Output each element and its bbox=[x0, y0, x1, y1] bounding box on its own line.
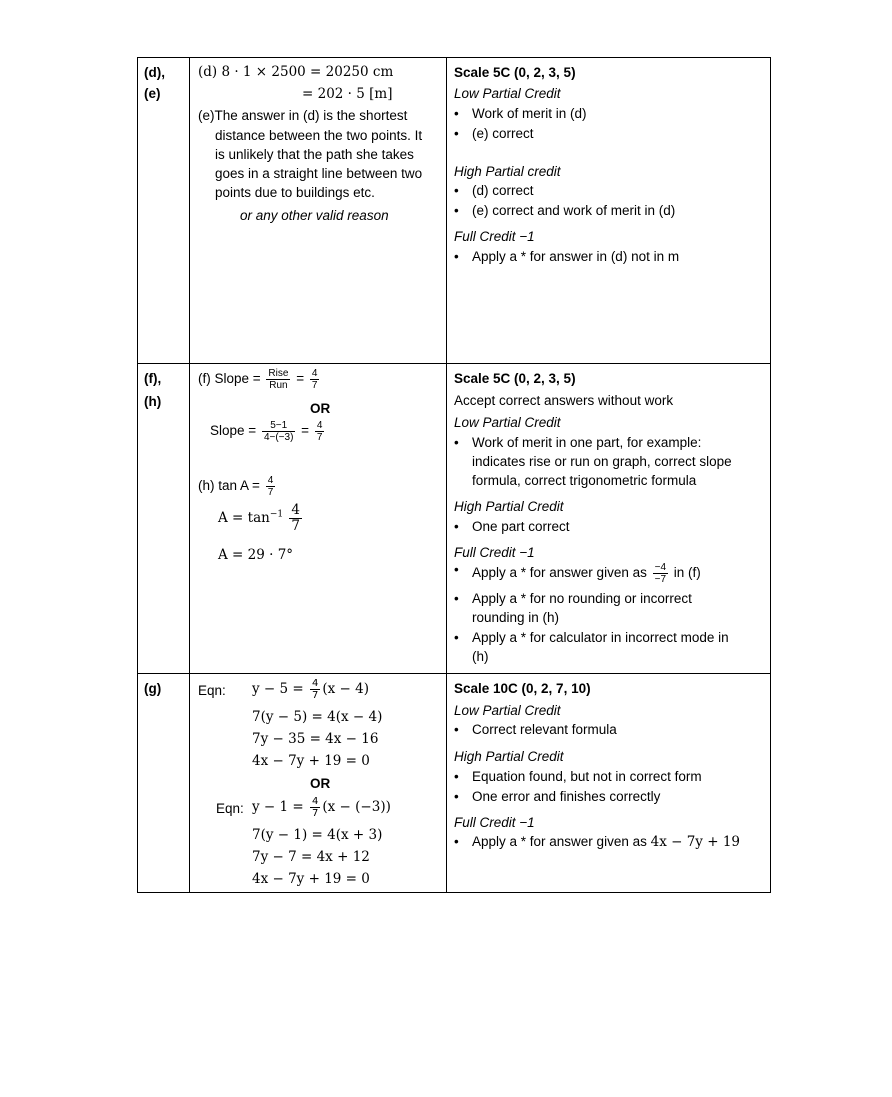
solution-line: (d) 8 · 1 × 2500 = 20250 cm bbox=[198, 64, 394, 80]
fraction: $\frac{4}{7}$ bbox=[312, 796, 319, 819]
equation-label: Eqn: bbox=[198, 683, 226, 698]
question-label: (h) bbox=[144, 394, 162, 409]
alternative-note: or any other valid reason bbox=[240, 208, 389, 223]
solution-line: (e)The answer in (d) is the shortest bbox=[198, 108, 408, 123]
question-label: (d), bbox=[144, 65, 165, 80]
solution-line: goes in a straight line between two bbox=[215, 166, 423, 181]
criterion-item: • (e) correct and work of merit in (d) bbox=[472, 203, 675, 218]
full-credit-title: Full Credit −1 bbox=[454, 229, 535, 244]
slope-formula: (f) Slope = $\frac{\text{Rise}}{\text{Run}}$ = $\frac{4}{7}$ bbox=[198, 368, 318, 391]
equation-step: 7(y − 1) = 4(x + 3) bbox=[252, 827, 383, 843]
criterion-continuation: indicates rise or run on graph, correct slope bbox=[472, 454, 732, 469]
fraction: $\frac{-4}{-7}$ bbox=[654, 562, 667, 585]
question-label-cell bbox=[138, 364, 190, 674]
low-partial-title: Low Partial Credit bbox=[454, 86, 561, 101]
question-label: (g) bbox=[144, 681, 162, 696]
fraction: $\frac{5-1}{4-(-3)}$ bbox=[263, 420, 294, 443]
criterion-item: • (e) correct bbox=[472, 126, 534, 141]
fraction: $\frac{4}{7}$ bbox=[291, 502, 300, 534]
full-credit-title: Full Credit −1 bbox=[454, 545, 535, 560]
criterion-item: • One error and finishes correctly bbox=[472, 789, 660, 804]
low-partial-title: Low Partial Credit bbox=[454, 703, 561, 718]
question-label-cell bbox=[138, 674, 190, 893]
criterion-item: • Apply a * for no rounding or incorrect bbox=[472, 591, 692, 606]
table-row bbox=[138, 674, 771, 893]
criterion-item: • Work of merit in one part, for example: bbox=[472, 435, 701, 450]
fraction: $\frac{4}{7}$ bbox=[312, 678, 319, 701]
marking-cell bbox=[447, 674, 771, 893]
question-label: (e) bbox=[144, 86, 161, 101]
solution-cell bbox=[190, 364, 447, 674]
high-partial-title: High Partial Credit bbox=[454, 749, 564, 764]
question-label: (f), bbox=[144, 371, 162, 386]
fraction: $\frac{4}{7}$ bbox=[311, 368, 318, 391]
fraction: $\frac{\text{Rise}}{\text{Run}}$ bbox=[268, 368, 289, 391]
criterion-item: • Apply a * for answer given as 4x − 7y + 19 bbox=[472, 834, 740, 850]
solution-line: distance between the two points. It bbox=[215, 128, 423, 143]
accept-note: Accept correct answers without work bbox=[454, 393, 674, 408]
scale-heading: Scale 10C (0, 2, 7, 10) bbox=[454, 681, 591, 696]
table-row bbox=[138, 364, 771, 674]
criterion-item: • One part correct bbox=[472, 519, 570, 534]
full-credit-title: Full Credit −1 bbox=[454, 815, 535, 830]
solution-line: = 202 · 5 [m] bbox=[302, 86, 393, 102]
line-equation: y − 5 = $\frac{4}{7}$ (x − 4) bbox=[252, 678, 370, 701]
criterion-item: • Equation found, but not in correct form bbox=[472, 769, 702, 784]
equation-label: Eqn: bbox=[216, 801, 244, 816]
or-label: OR bbox=[310, 401, 331, 416]
criterion-item: • Correct relevant formula bbox=[472, 722, 617, 737]
fraction: $\frac{4}{7}$ bbox=[316, 420, 323, 443]
scale-heading: Scale 5C (0, 2, 3, 5) bbox=[454, 65, 576, 80]
equation-step: 7y − 7 = 4x + 12 bbox=[252, 849, 370, 865]
criterion-item: • Apply a * for calculator in incorrect mode in bbox=[472, 630, 729, 645]
criterion-continuation: formula, correct trigonometric formula bbox=[472, 473, 697, 488]
high-partial-title: High Partial credit bbox=[454, 164, 561, 179]
marking-scheme-table bbox=[137, 57, 771, 893]
low-partial-title: Low Partial Credit bbox=[454, 415, 561, 430]
solution-line: points due to buildings etc. bbox=[215, 185, 375, 200]
angle-result: A = 29 · 7° bbox=[218, 547, 294, 563]
question-label-cell bbox=[138, 58, 190, 364]
solution-cell bbox=[190, 674, 447, 893]
criterion-item: • (d) correct bbox=[472, 183, 534, 198]
criterion-item: • Work of merit in (d) bbox=[472, 106, 587, 121]
equation-step: 4x − 7y + 19 = 0 bbox=[252, 753, 370, 769]
criterion-continuation: rounding in (h) bbox=[472, 610, 560, 625]
criterion-continuation: (h) bbox=[472, 649, 489, 664]
line-equation: y − 1 = $\frac{4}{7}$ (x − (−3)) bbox=[252, 796, 391, 819]
equation-step: 4x − 7y + 19 = 0 bbox=[252, 871, 370, 887]
criterion-item: • Apply a * for answer in (d) not in m bbox=[472, 249, 679, 264]
equation-step: 7y − 35 = 4x − 16 bbox=[252, 731, 379, 747]
solution-line: is unlikely that the path she takes bbox=[215, 147, 414, 162]
high-partial-title: High Partial Credit bbox=[454, 499, 564, 514]
scale-heading: Scale 5C (0, 2, 3, 5) bbox=[454, 371, 576, 386]
inverse-tan: $A = \tan^{-1}$ $\frac{4}{7}$ bbox=[218, 502, 300, 534]
marking-cell bbox=[447, 58, 771, 364]
table-row bbox=[138, 58, 771, 364]
slope-calculation: Slope = $\frac{5-1}{4-(-3)}$ = $\frac{4}{7}$ bbox=[210, 420, 323, 443]
equation-step: 7(y − 5) = 4(x − 4) bbox=[252, 709, 383, 725]
criterion-item: • Apply a * for answer given as $\frac{-4}{-7}$ in (f) bbox=[472, 562, 701, 585]
solution-cell bbox=[190, 58, 447, 364]
fraction: $\frac{4}{7}$ bbox=[267, 475, 274, 498]
marking-cell bbox=[447, 364, 771, 674]
tan-equation: (h) tan A = $\frac{4}{7}$ bbox=[198, 475, 274, 498]
or-label: OR bbox=[310, 776, 331, 791]
